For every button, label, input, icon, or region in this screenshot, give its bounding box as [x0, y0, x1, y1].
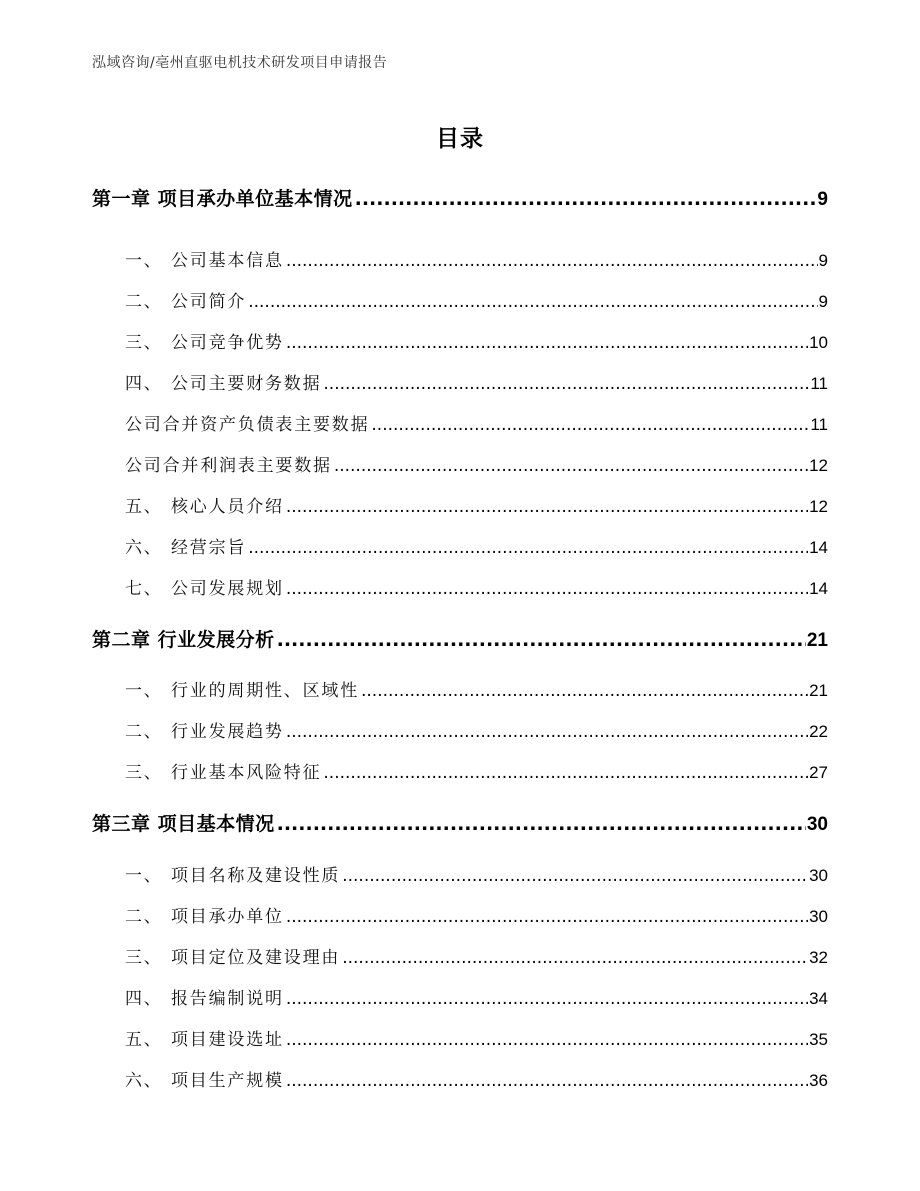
toc-chapter-entry[interactable]	[92, 809, 828, 836]
running-header: 泓域咨询/亳州直驱电机技术研发项目申请报告	[92, 55, 388, 71]
toc-entry-text: 核心人员介绍	[171, 497, 284, 517]
toc-section-entry[interactable]	[125, 1066, 828, 1091]
toc-entry-label	[125, 533, 248, 558]
toc-page-number: 11	[810, 415, 828, 434]
toc-entry-label	[125, 328, 286, 353]
toc-section-entry[interactable]	[125, 246, 828, 271]
toc-leader-dots	[334, 456, 808, 476]
toc-section-entry[interactable]	[125, 758, 828, 783]
toc-entry-text: 公司简介	[171, 292, 247, 312]
toc-entry-number: 三、	[125, 333, 163, 353]
toc-section-entry[interactable]	[125, 369, 828, 394]
toc-entry-text: 项目承办单位	[171, 907, 284, 927]
toc-leader-dots	[323, 374, 809, 394]
toc-leader-dots	[355, 188, 817, 210]
toc-entry-number: 二、	[125, 907, 163, 927]
toc-section-entry[interactable]	[125, 1025, 828, 1050]
toc-leader-dots	[286, 251, 818, 271]
toc-entry-text: 项目定位及建设理由	[171, 948, 341, 968]
toc-section-entry[interactable]	[125, 861, 828, 886]
toc-page-number: 9	[818, 251, 828, 270]
toc-entry-label	[125, 410, 371, 435]
toc-page-number: 21	[809, 681, 828, 700]
toc-entry-label	[125, 676, 361, 701]
toc-entry-number: 三、	[125, 948, 163, 968]
toc-entry-number: 二、	[125, 292, 163, 312]
toc-section-entry[interactable]	[125, 533, 828, 558]
toc-section-entry[interactable]	[125, 492, 828, 517]
toc-section-entry[interactable]	[125, 902, 828, 927]
toc-entry-text: 第三章 项目基本情况	[92, 813, 275, 835]
toc-page-number: 14	[809, 579, 828, 598]
toc-section-entry[interactable]	[125, 287, 828, 312]
toc-title: 目录	[436, 126, 484, 152]
toc-entry-number: 一、	[125, 866, 163, 886]
toc-entry-label	[125, 943, 342, 968]
toc-entry-text: 项目建设选址	[171, 1030, 284, 1050]
toc-page-number: 32	[809, 948, 828, 967]
toc-entry-number: 六、	[125, 1071, 163, 1091]
toc-entry-label	[125, 492, 286, 517]
toc-page-number: 21	[806, 630, 828, 651]
toc-page-number: 12	[809, 456, 828, 475]
toc-entry-number: 四、	[125, 989, 163, 1009]
toc-entry-text: 行业发展趋势	[171, 722, 284, 742]
toc-page-number: 27	[809, 763, 828, 782]
toc-chapter-entry[interactable]	[92, 625, 828, 652]
toc-leader-dots	[248, 538, 808, 558]
toc-entry-text: 行业基本风险特征	[171, 763, 322, 783]
toc-leader-dots	[342, 948, 808, 968]
toc-entry-text: 项目名称及建设性质	[171, 866, 341, 886]
toc-section-entry[interactable]	[125, 451, 828, 476]
toc-entry-text: 行业的周期性、区域性	[171, 681, 359, 701]
toc-entry-text: 公司基本信息	[171, 251, 284, 271]
toc-entry-label	[125, 246, 286, 271]
toc-page-number: 11	[810, 374, 828, 393]
toc-section-entry[interactable]	[125, 410, 828, 435]
toc-page-number: 30	[809, 907, 828, 926]
toc-entry-label	[125, 574, 286, 599]
toc-entry-text: 公司发展规划	[171, 579, 284, 599]
toc-leader-dots	[248, 292, 817, 312]
toc-entry-label	[125, 717, 286, 742]
toc-leader-dots	[286, 579, 808, 599]
toc-leader-dots	[286, 989, 808, 1009]
toc-section-entry[interactable]	[125, 574, 828, 599]
toc-leader-dots	[277, 813, 806, 835]
toc-leader-dots	[277, 629, 806, 651]
toc-entry-label	[125, 1025, 286, 1050]
toc-entry-label	[125, 758, 323, 783]
toc-page-number: 10	[809, 333, 828, 352]
toc-page-number: 22	[809, 722, 828, 741]
toc-entry-text: 公司合并资产负债表主要数据	[125, 415, 370, 435]
toc-chapter-entry[interactable]	[92, 184, 828, 211]
toc-entry-label	[125, 287, 248, 312]
toc-entry-number: 六、	[125, 538, 163, 558]
toc-leader-dots	[323, 763, 808, 783]
toc-leader-dots	[286, 722, 808, 742]
toc-leader-dots	[286, 497, 808, 517]
toc-entry-label	[92, 184, 355, 211]
toc-entry-text: 经营宗旨	[171, 538, 247, 558]
toc-page-number: 14	[809, 538, 828, 557]
toc-entry-text: 项目生产规模	[171, 1071, 284, 1091]
toc-page-number: 34	[809, 989, 828, 1008]
toc-entry-number: 四、	[125, 374, 163, 394]
toc-entry-text: 公司主要财务数据	[171, 374, 322, 394]
toc-entry-text: 公司合并利润表主要数据	[125, 456, 332, 476]
toc-leader-dots	[361, 681, 808, 701]
toc-entry-text: 公司竞争优势	[171, 333, 284, 353]
toc-entry-text: 第一章 项目承办单位基本情况	[92, 188, 353, 210]
toc-page-number: 9	[817, 189, 828, 210]
toc-entry-text: 第二章 行业发展分析	[92, 629, 275, 651]
toc-page-number: 30	[809, 866, 828, 885]
toc-section-entry[interactable]	[125, 943, 828, 968]
toc-section-entry[interactable]	[125, 717, 828, 742]
toc-leader-dots	[286, 333, 808, 353]
toc-entry-number: 七、	[125, 579, 163, 599]
toc-entry-label	[125, 369, 323, 394]
toc-page-number: 30	[806, 814, 828, 835]
toc-entry-text: 报告编制说明	[171, 989, 284, 1009]
toc-entry-number: 五、	[125, 497, 163, 517]
toc-entry-number: 一、	[125, 251, 163, 271]
toc-page-number: 36	[809, 1071, 828, 1090]
toc-leader-dots	[286, 907, 808, 927]
toc-entry-number: 五、	[125, 1030, 163, 1050]
toc-entry-label	[92, 625, 277, 652]
toc-page-number: 9	[818, 292, 828, 311]
toc-leader-dots	[371, 415, 809, 435]
toc-entry-label	[125, 451, 334, 476]
toc-entry-label	[92, 809, 277, 836]
toc-entry-label	[125, 984, 286, 1009]
toc-section-entry[interactable]	[125, 328, 828, 353]
toc-entry-number: 三、	[125, 763, 163, 783]
toc-section-entry[interactable]	[125, 984, 828, 1009]
toc-leader-dots	[342, 866, 808, 886]
toc-entry-number: 一、	[125, 681, 163, 701]
toc-leader-dots	[286, 1071, 808, 1091]
toc-entry-number: 二、	[125, 722, 163, 742]
toc-section-entry[interactable]	[125, 676, 828, 701]
toc-page-number: 35	[809, 1030, 828, 1049]
toc-page-number: 12	[809, 497, 828, 516]
toc-entry-label	[125, 861, 342, 886]
toc-entry-label	[125, 1066, 286, 1091]
toc-entry-label	[125, 902, 286, 927]
toc-leader-dots	[286, 1030, 808, 1050]
